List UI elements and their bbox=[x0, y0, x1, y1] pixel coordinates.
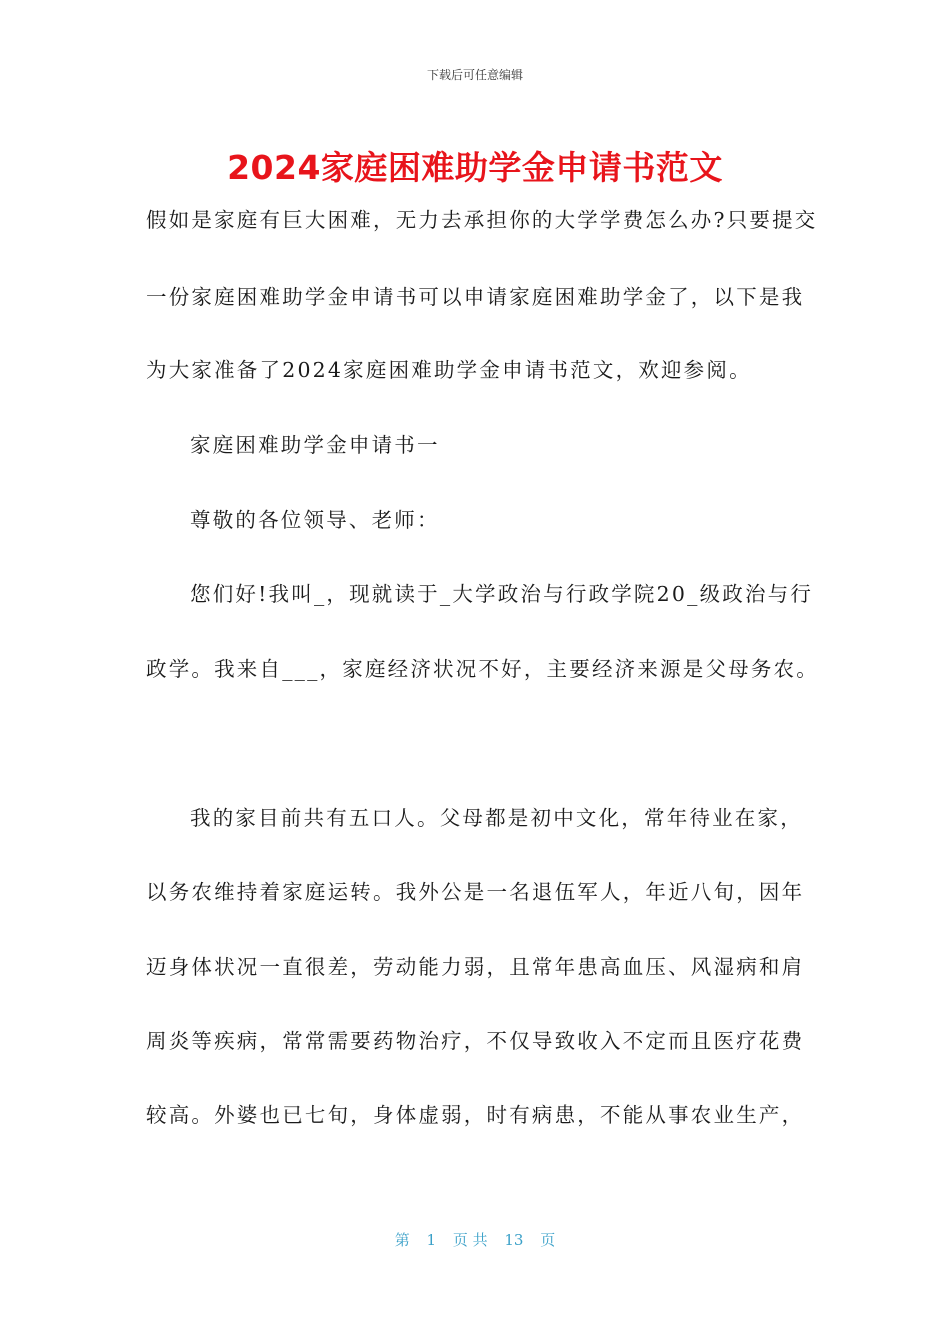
page-footer bbox=[0, 1229, 950, 1250]
section-heading: 家庭困难助学金申请书一 bbox=[190, 433, 440, 457]
paragraph-line: 政学。我来自___，家庭经济状况不好，主要经济来源是父母务农。 bbox=[146, 657, 819, 681]
footer-total-pages: 13 bbox=[504, 1231, 524, 1249]
paragraph-line: 为大家准备了2024家庭困难助学金申请书范文，欢迎参阅。 bbox=[146, 358, 752, 382]
salutation: 尊敬的各位领导、老师： bbox=[190, 508, 440, 532]
paragraph-line: 假如是家庭有巨大困难，无力去承担你的大学学费怎么办?只要提交 bbox=[146, 208, 818, 232]
paragraph-line: 周炎等疾病，常常需要药物治疗，不仅导致收入不定而且医疗花费 bbox=[146, 1029, 805, 1053]
document-title: 2024家庭困难助学金申请书范文 bbox=[227, 148, 723, 187]
footer-suffix: 页 bbox=[540, 1231, 556, 1249]
footer-prefix: 第 bbox=[394, 1231, 410, 1249]
paragraph-line: 以务农维持着家庭运转。我外公是一名退伍军人，年近八旬，因年 bbox=[146, 880, 805, 904]
paragraph-line: 较高。外婆也已七旬，身体虚弱，时有病患，不能从事农业生产， bbox=[146, 1103, 805, 1127]
paragraph-line: 一份家庭困难助学金申请书可以申请家庭困难助学金了，以下是我 bbox=[146, 285, 805, 309]
footer-page-number: 1 bbox=[426, 1231, 437, 1249]
paragraph-line: 迈身体状况一直很差，劳动能力弱，且常年患高血压、风湿病和肩 bbox=[146, 955, 805, 979]
paragraph-line: 我的家目前共有五口人。父母都是初中文化，常年待业在家， bbox=[190, 806, 803, 830]
paragraph-line: 您们好!我叫_，现就读于_大学政治与行政学院20_级政治与行 bbox=[190, 582, 814, 606]
header-note: 下载后可任意编辑 bbox=[426, 68, 523, 82]
footer-middle: 页 共 bbox=[452, 1231, 488, 1249]
